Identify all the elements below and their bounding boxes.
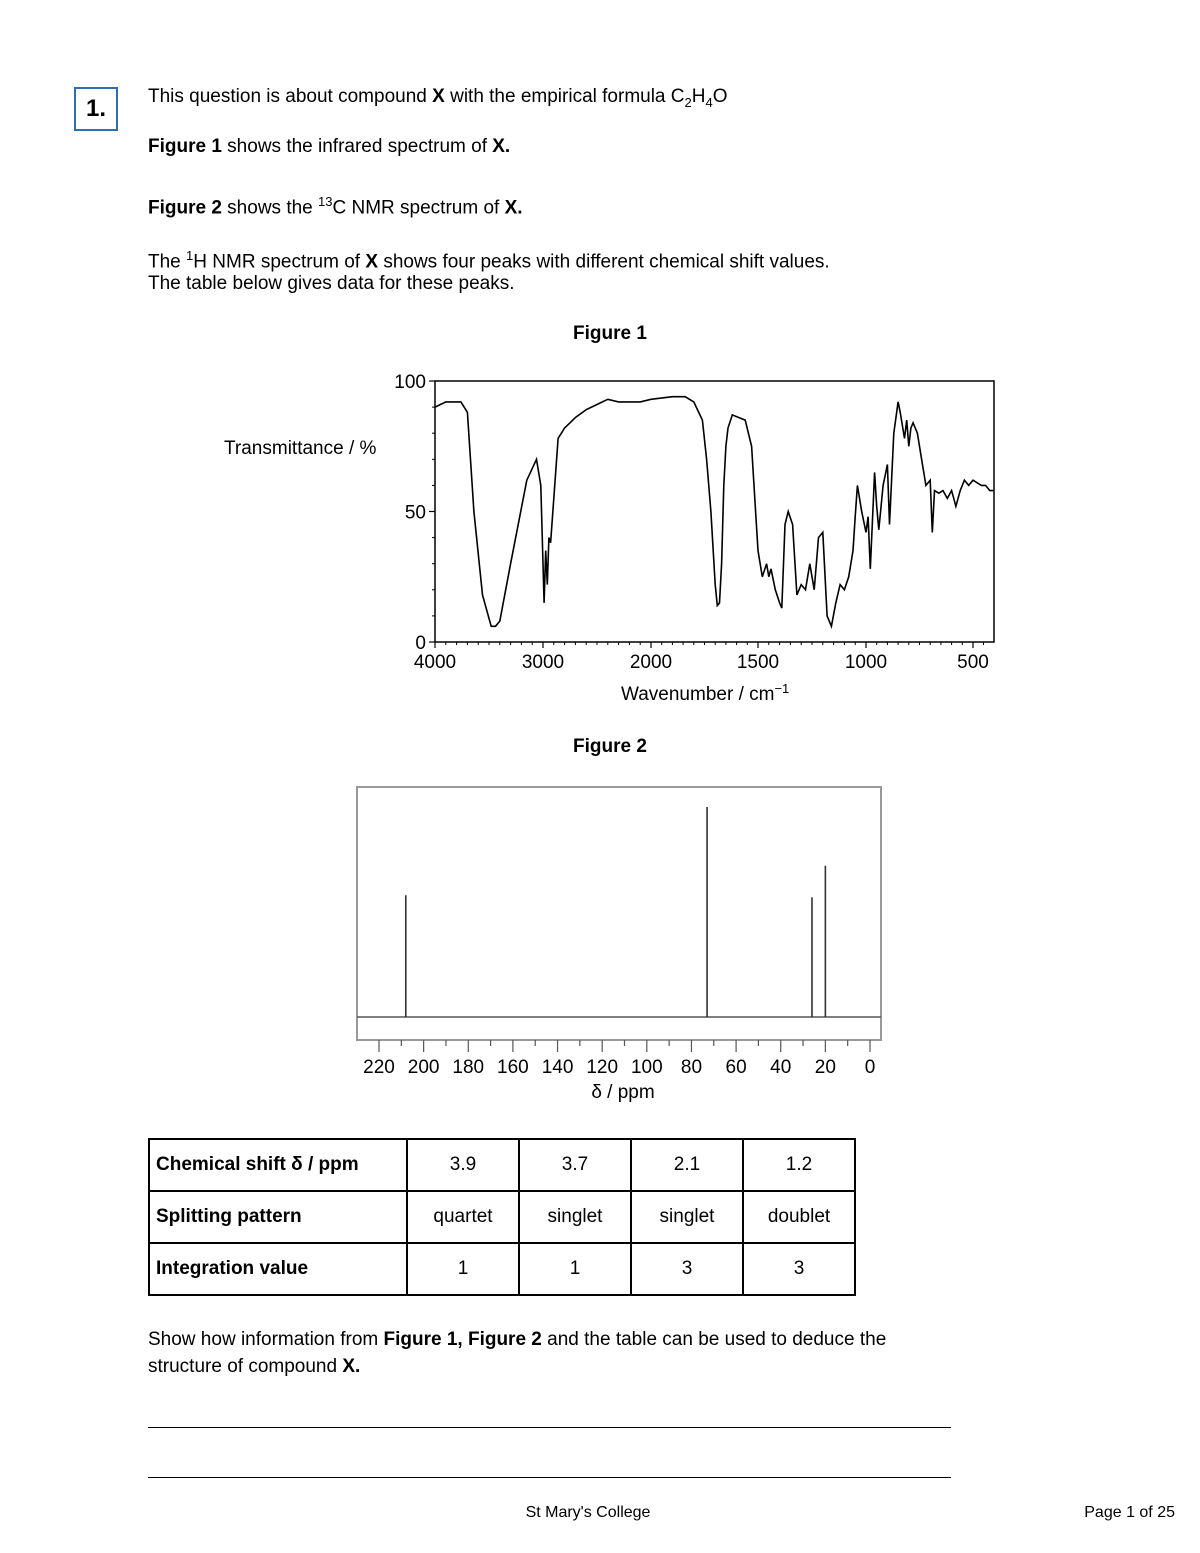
figure2-desc-text: shows the xyxy=(221,197,319,219)
question-pre: Show how information from xyxy=(148,1329,384,1350)
answer-line[interactable] xyxy=(148,1477,951,1478)
compound-x: X xyxy=(432,86,445,107)
nmr-xlabel: δ / ppm xyxy=(591,1082,655,1103)
ir-x-tick-label: 3000 xyxy=(521,652,565,673)
question-line2-pre: structure of compound xyxy=(148,1356,343,1377)
nmr-x-tick-label: 100 xyxy=(630,1057,663,1078)
nmr-x-tick-label: 0 xyxy=(864,1057,876,1078)
compound-x-ref: X. xyxy=(492,136,511,157)
ir-y-tick-label: 0 xyxy=(415,633,426,654)
compound-x-ref: X xyxy=(365,251,379,273)
ir-x-tick-label: 1000 xyxy=(844,652,888,673)
figure1-title: Figure 1 xyxy=(573,323,647,344)
ir-x-tick-label: 1500 xyxy=(736,652,780,673)
figure2-ref: Figure 2 xyxy=(148,197,222,219)
table-cell: singlet xyxy=(631,1191,743,1243)
question-figures-ref: Figure 1, Figure 2 xyxy=(383,1329,542,1350)
nmr-x-tick-label: 20 xyxy=(814,1057,836,1078)
ir-x-tick-label: 4000 xyxy=(413,652,457,673)
footer-page-number: Page 1 of 25 xyxy=(1084,1504,1175,1521)
question-post: and the table can be used to deduce the xyxy=(541,1329,887,1350)
compound-x-ref: X. xyxy=(504,197,523,219)
ir-x-tick-label: 500 xyxy=(957,652,989,673)
ir-xlabel-text: Wavenumber / cm xyxy=(621,684,775,705)
table-row xyxy=(149,1191,855,1243)
table-row-header: Chemical shift δ / ppm xyxy=(149,1139,407,1191)
ir-y-tick-label: 100 xyxy=(394,372,426,393)
intro-text-pre: This question is about compound xyxy=(148,86,433,107)
ir-ylabel: Transmittance / % xyxy=(224,438,377,459)
formula-sub-2: 2 xyxy=(684,94,692,110)
nmr-x-tick-label: 140 xyxy=(541,1057,574,1078)
hnmr-text: H NMR spectrum of xyxy=(193,251,366,273)
formula-sub-4: 4 xyxy=(705,94,713,110)
table-cell: 1 xyxy=(407,1243,519,1295)
hnmr-post: shows four peaks with different chemical shift values. xyxy=(378,251,830,273)
formula-h: H xyxy=(691,86,706,107)
table-cell: doublet xyxy=(743,1191,855,1243)
figure2-title: Figure 2 xyxy=(573,736,647,757)
table-row-header: Integration value xyxy=(149,1243,407,1295)
nmr-x-tick-label: 220 xyxy=(363,1057,395,1078)
question-number: 1. xyxy=(74,87,118,131)
nmr-x-tick-label: 80 xyxy=(680,1057,703,1078)
ir-y-tick-label: 50 xyxy=(404,502,426,524)
table-cell: 1 xyxy=(519,1243,631,1295)
compound-x-ref: X. xyxy=(342,1356,361,1377)
nmr-x-tick-label: 160 xyxy=(497,1057,529,1078)
formula-o: O xyxy=(712,86,728,107)
table-cell: 3.7 xyxy=(519,1139,631,1191)
figure1-desc-text: shows the infrared spectrum of xyxy=(221,136,493,157)
footer-school: St Mary's College xyxy=(525,1504,651,1521)
table-cell: singlet xyxy=(519,1191,631,1243)
table-row xyxy=(149,1243,855,1295)
question-line2 xyxy=(148,1353,360,1381)
nmr-x-tick-label: 120 xyxy=(586,1057,619,1078)
ir-spectrum-line xyxy=(435,397,994,627)
h1-sup: 1 xyxy=(186,248,194,263)
table-cell: 3.9 xyxy=(407,1139,519,1191)
table-row-header: Splitting pattern xyxy=(149,1191,407,1243)
ir-xlabel-sup: −1 xyxy=(774,681,790,696)
table-row xyxy=(149,1139,855,1191)
nmr-x-tick-label: 40 xyxy=(770,1057,792,1078)
table-cell: 1.2 xyxy=(743,1139,855,1191)
nmr-x-tick-label: 180 xyxy=(452,1057,485,1078)
hnmr-data-table xyxy=(148,1138,856,1296)
table-intro: The table below gives data for these peaks. xyxy=(148,273,515,294)
c13-sup: 13 xyxy=(318,194,333,209)
table-cell: quartet xyxy=(407,1191,519,1243)
ir-xlabel xyxy=(621,681,789,705)
question-line1 xyxy=(148,1326,886,1354)
nmr-x-tick-label: 200 xyxy=(407,1057,440,1078)
table-cell: 3 xyxy=(743,1243,855,1295)
figure1-ref: Figure 1 xyxy=(148,136,222,157)
table-cell: 2.1 xyxy=(631,1139,743,1191)
hnmr-pre: The xyxy=(148,251,187,273)
ir-x-tick-label: 2000 xyxy=(629,652,673,673)
answer-line[interactable] xyxy=(148,1427,951,1428)
ir-plot-frame xyxy=(435,381,994,642)
nmr-x-tick-label: 60 xyxy=(725,1057,747,1078)
intro-text-post: with the empirical formula C xyxy=(444,86,685,107)
figure2-desc-text2: C NMR spectrum of xyxy=(332,197,505,219)
table-cell: 3 xyxy=(631,1243,743,1295)
